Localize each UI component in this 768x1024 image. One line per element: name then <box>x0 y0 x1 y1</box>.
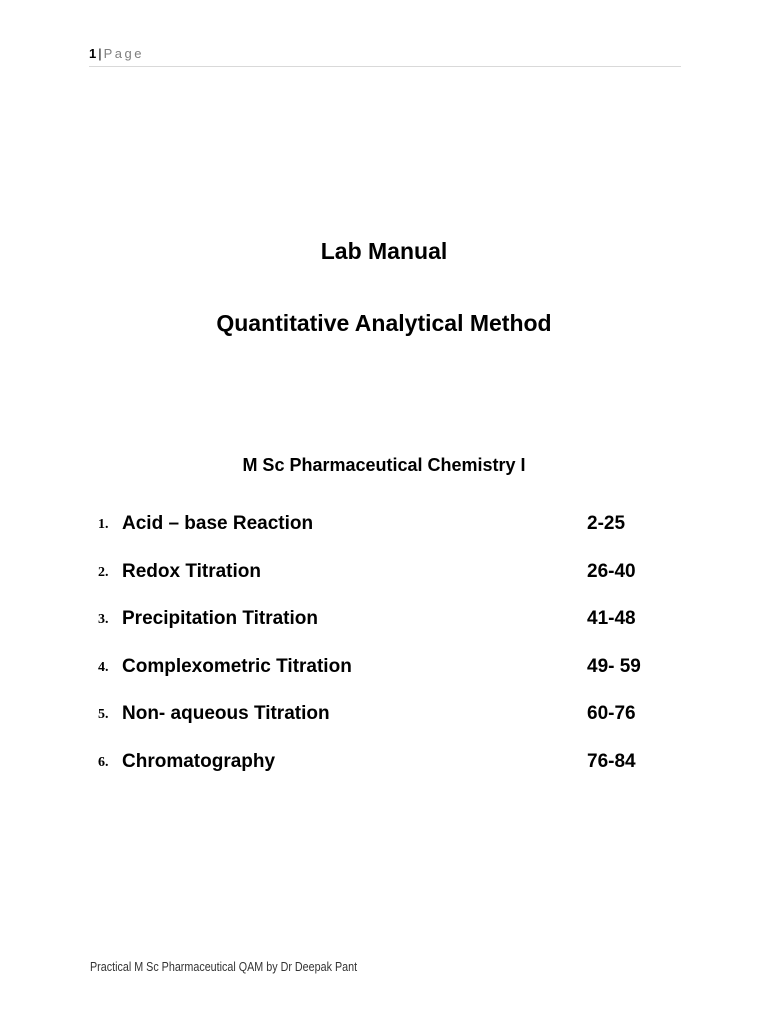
toc-item-title: Precipitation Titration <box>122 608 319 630</box>
toc-item <box>0 703 768 751</box>
toc-item-number: 2. <box>98 564 109 580</box>
toc-item-pages: 76-84 <box>587 750 636 772</box>
toc-item-pages: 41-48 <box>587 608 636 630</box>
page-footer: Practical M Sc Pharmaceutical QAM by Dr Deepak Pant <box>90 960 358 974</box>
page-number: 1 <box>89 46 97 61</box>
document-title: Lab Manual <box>320 238 448 264</box>
toc-item-number: 6. <box>98 754 109 770</box>
toc-item-number: 3. <box>98 612 109 628</box>
toc-item <box>0 608 768 656</box>
toc-item <box>0 513 768 561</box>
toc-item-pages: 60-76 <box>587 703 636 725</box>
table-of-contents <box>0 513 768 799</box>
toc-item-title: Chromatography <box>122 750 276 772</box>
toc-item-number: 1. <box>98 517 109 532</box>
toc-item-title: Non- aqueous Titration <box>122 703 330 725</box>
toc-item-number: 4. <box>98 659 109 675</box>
toc-item-title: Complexometric Titration <box>122 655 352 677</box>
toc-item-pages: 2-25 <box>587 513 626 534</box>
page-label: Page <box>103 46 144 61</box>
course-heading: M Sc Pharmaceutical Chemistry I <box>242 455 526 475</box>
toc-item <box>0 656 768 704</box>
document-subtitle: Quantitative Analytical Method <box>216 310 552 336</box>
page-header <box>89 46 681 67</box>
toc-item-pages: 49- 59 <box>587 655 641 677</box>
toc-item <box>0 561 768 609</box>
toc-item-number: 5. <box>98 707 109 723</box>
header-separator: | <box>98 46 102 61</box>
toc-item <box>0 751 768 799</box>
toc-item-title: Redox Titration <box>122 560 261 582</box>
toc-item-title: Acid – base Reaction <box>122 513 314 534</box>
toc-item-pages: 26-40 <box>587 560 636 582</box>
